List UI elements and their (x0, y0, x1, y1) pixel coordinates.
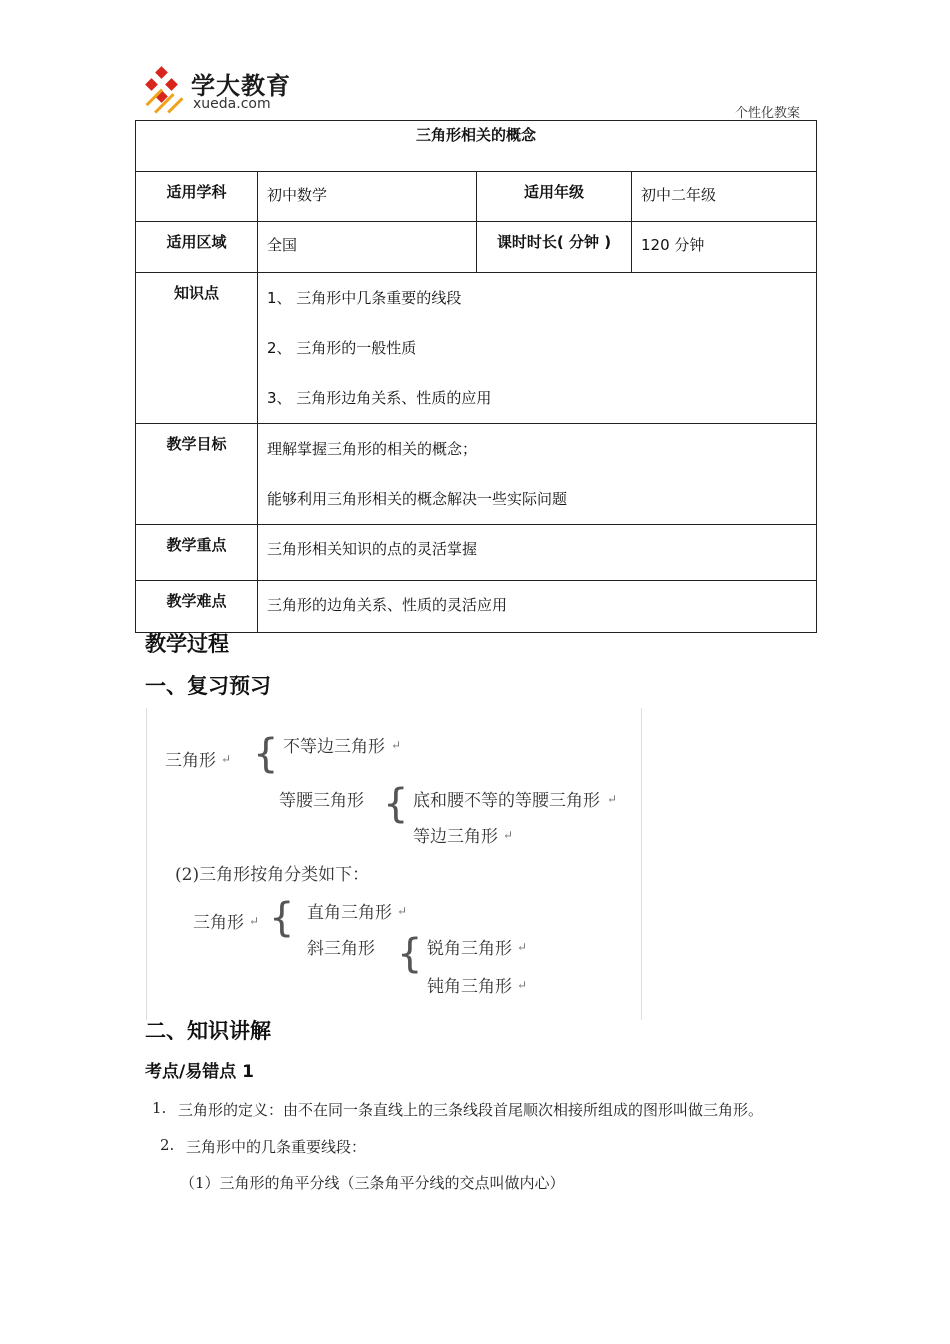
region-value-text: 全国 (267, 236, 298, 254)
key-point-value (258, 525, 817, 581)
region-label-text: 适用区域 (166, 233, 227, 251)
brace-icon: { (397, 931, 423, 977)
triangle-classification-figure (146, 708, 642, 1020)
xueda-logo (143, 66, 303, 118)
goal-label-text: 教学目标 (166, 435, 227, 453)
lesson-title-text: 三角形相关的概念 (415, 126, 536, 144)
subject-label-text: 适用学科 (166, 183, 227, 201)
knowledge-item: 3、 三角形边角关系、性质的应用 (267, 389, 492, 407)
grade-value-text: 初中二年级 (641, 186, 717, 204)
grade-value (632, 172, 817, 222)
list-number: 1. (152, 1099, 167, 1117)
difficulty-value (258, 581, 817, 633)
grade-label (477, 172, 632, 222)
acute-triangle-label: 锐角三角形 (427, 939, 512, 959)
isosceles-non-equilateral-label: 底和腰不等的等腰三角形 (413, 791, 600, 811)
key-point-value-text: 三角形相关知识的点的灵活掌握 (267, 540, 478, 558)
paragraph-mark-icon: ↵ (607, 792, 618, 806)
knowledge-list (258, 273, 817, 424)
side-root-label: 三角形 (165, 751, 216, 771)
region-value (258, 222, 477, 273)
paragraph-mark-icon: ↵ (503, 828, 514, 842)
goal-list (258, 424, 817, 525)
knowledge-item: 2、 三角形的一般性质 (267, 339, 417, 357)
subject-value (258, 172, 477, 222)
list-number: 2. (160, 1136, 175, 1154)
isosceles-label: 等腰三角形 (279, 791, 364, 811)
angle-root-label: 三角形 (193, 913, 244, 933)
brace-icon: { (383, 781, 409, 827)
right-triangle-label: 直角三角形 (307, 903, 392, 923)
logo-mark-icon (143, 66, 189, 114)
document-type: 个性化教案 (735, 106, 801, 121)
duration-value-text: 120 分钟 (641, 236, 705, 254)
logo-chinese-name: 学大教育 (191, 72, 291, 100)
angle-bisector-item: （1）三角形的角平分线（三条角平分线的交点叫做内心） (180, 1174, 565, 1192)
section-explain-heading: 二、知识讲解 (145, 1019, 271, 1043)
section-review-heading: 一、复习预习 (145, 674, 271, 698)
duration-label-text: 课时时长( 分钟 ) (496, 233, 612, 251)
goal-item: 能够利用三角形相关的概念解决一些实际问题 (267, 490, 568, 508)
equilateral-label: 等边三角形 (413, 827, 498, 847)
difficulty-label-text: 教学难点 (166, 592, 227, 610)
paragraph-mark-icon: ↵ (517, 940, 528, 954)
triangle-definition: 三角形的定义：由不在同一条直线上的三条线段首尾顺次相接所组成的图形叫做三角形。 (178, 1101, 764, 1119)
region-label (136, 222, 258, 273)
logo-domain: xueda.com (193, 96, 271, 112)
brace-icon: { (269, 895, 295, 941)
goal-item: 理解掌握三角形的相关的概念； (267, 440, 478, 458)
exam-point-heading: 考点/易错点 1 (145, 1062, 254, 1082)
knowledge-label-text: 知识点 (173, 284, 219, 302)
angle-classification-heading: (2)三角形按角分类如下： (175, 865, 370, 885)
difficulty-value-text: 三角形的边角关系、性质的灵活应用 (267, 596, 508, 614)
section-process-heading: 教学过程 (145, 632, 229, 656)
lesson-title (136, 121, 817, 172)
subject-label (136, 172, 258, 222)
subject-value-text: 初中数学 (267, 186, 328, 204)
obtuse-triangle-label: 钝角三角形 (427, 977, 512, 997)
difficulty-label (136, 581, 258, 633)
knowledge-item: 1、 三角形中几条重要的线段 (267, 289, 462, 307)
key-point-label (136, 525, 258, 581)
key-point-label-text: 教学重点 (166, 536, 227, 554)
grade-label-text: 适用年级 (523, 183, 584, 201)
lesson-info-table (135, 120, 817, 633)
knowledge-label (136, 273, 258, 424)
important-segments-heading: 三角形中的几条重要线段： (186, 1138, 367, 1156)
paragraph-mark-icon: ↵ (221, 752, 232, 766)
paragraph-mark-icon: ↵ (249, 914, 260, 928)
goal-label (136, 424, 258, 525)
paragraph-mark-icon: ↵ (391, 738, 402, 752)
brace-icon: { (253, 731, 279, 777)
paragraph-mark-icon: ↵ (397, 904, 408, 918)
duration-value (632, 222, 817, 273)
oblique-triangle-label: 斜三角形 (307, 939, 375, 959)
duration-label (477, 222, 632, 273)
paragraph-mark-icon: ↵ (517, 978, 528, 992)
scalene-label: 不等边三角形 (283, 737, 385, 757)
